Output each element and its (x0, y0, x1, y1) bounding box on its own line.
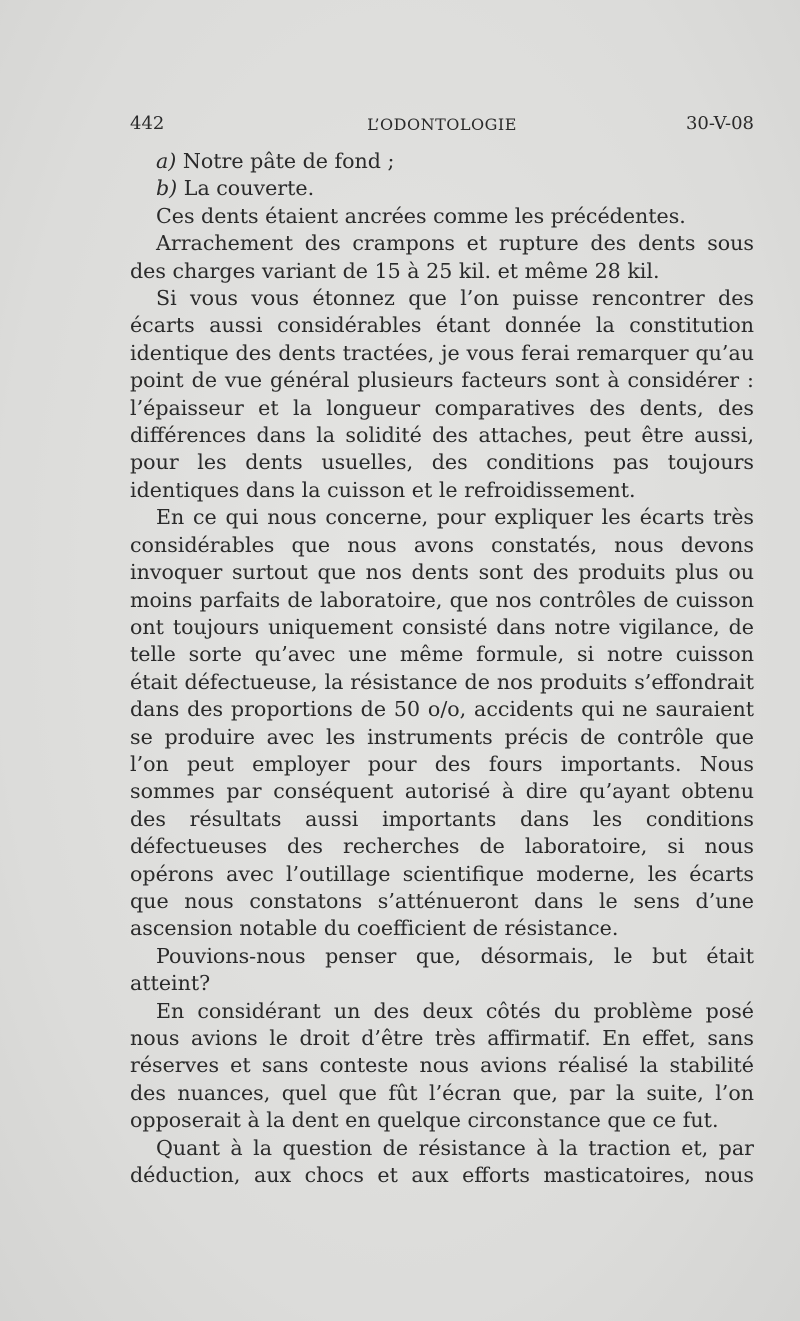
paragraph: Pouvions-nous penser que, désormais, le but était atteint? (130, 943, 754, 996)
list-item (130, 175, 754, 202)
list-item (130, 148, 754, 175)
list-item-text: La couverte. (177, 176, 315, 201)
issue-date: 30-V-08 (685, 113, 754, 134)
page-number: 442 (130, 113, 165, 134)
paragraph: Arrachement des crampons et rupture des dents sous des charges variant de 15 à 25 kil. et même 28 kil. (130, 231, 754, 283)
paragraph: Ces dents étaient ancrées comme les précédentes. (156, 203, 686, 228)
page-header (130, 113, 754, 141)
paragraph: Si vous vous étonnez que l’on puisse rencontrer des écarts aussi considérables étant donnée la constitution identique des dents tractées, je vous ferai remarquer qu’au point de vue général plusieurs facteurs sont à considérer : l’épaisseur et la longueur comparatives des dents, des différences dans la solidité des attaches, peut être aussi, pour les dents usuelles, des conditions pas toujours identiques dans la cuisson et le refroidissement. (130, 286, 754, 502)
list-marker: b) (156, 176, 178, 201)
paragraph: Quant à la question de résistance à la traction et, par déduction, aux chocs et aux efforts masticatoires, nous (130, 1135, 754, 1188)
list-marker: a) (156, 149, 177, 173)
paragraph: En considérant un des deux côtés du problème posé nous avions le droit d’être très affirmatif. En effet, sans réserves et sans conteste nous avions réalisé la stabilité des nuances, quel que fût l’écran que, par la suite, l’on opposerait à la dent en quelque circonstance que ce fut. (130, 998, 754, 1133)
list-item-text: Notre pâte de fond ; (176, 149, 395, 173)
body-text (130, 148, 754, 1189)
running-title: L’ODONTOLOGIE (367, 115, 517, 134)
paragraph: En ce qui nous concerne, pour expliquer les écarts très considérables que nous avons constatés, nous devons invoquer surtout que nos dents sont des produits plus ou moins parfaits de laboratoire, que nos contrôles de cuisson ont toujours uniquement consisté dans notre vigilance, de telle sorte qu’avec une même formule, si notre cuisson était défectueuse, la résistance de nos produits s’effondrait dans des proportions de 50 o/o, accidents qui ne sauraient se produire avec les instruments précis de contrôle que l’on peut employer pour des fours importants. Nous sommes par conséquent autorisé à dire qu’ayant obtenu des résultats aussi importants dans les conditions défectueuses des recherches de laboratoire, si nous opérons avec l’outillage scientifique moderne, les écarts que nous constatons s’atténueront dans le sens d’une ascension notable du coefficient de résistance. (130, 505, 754, 941)
